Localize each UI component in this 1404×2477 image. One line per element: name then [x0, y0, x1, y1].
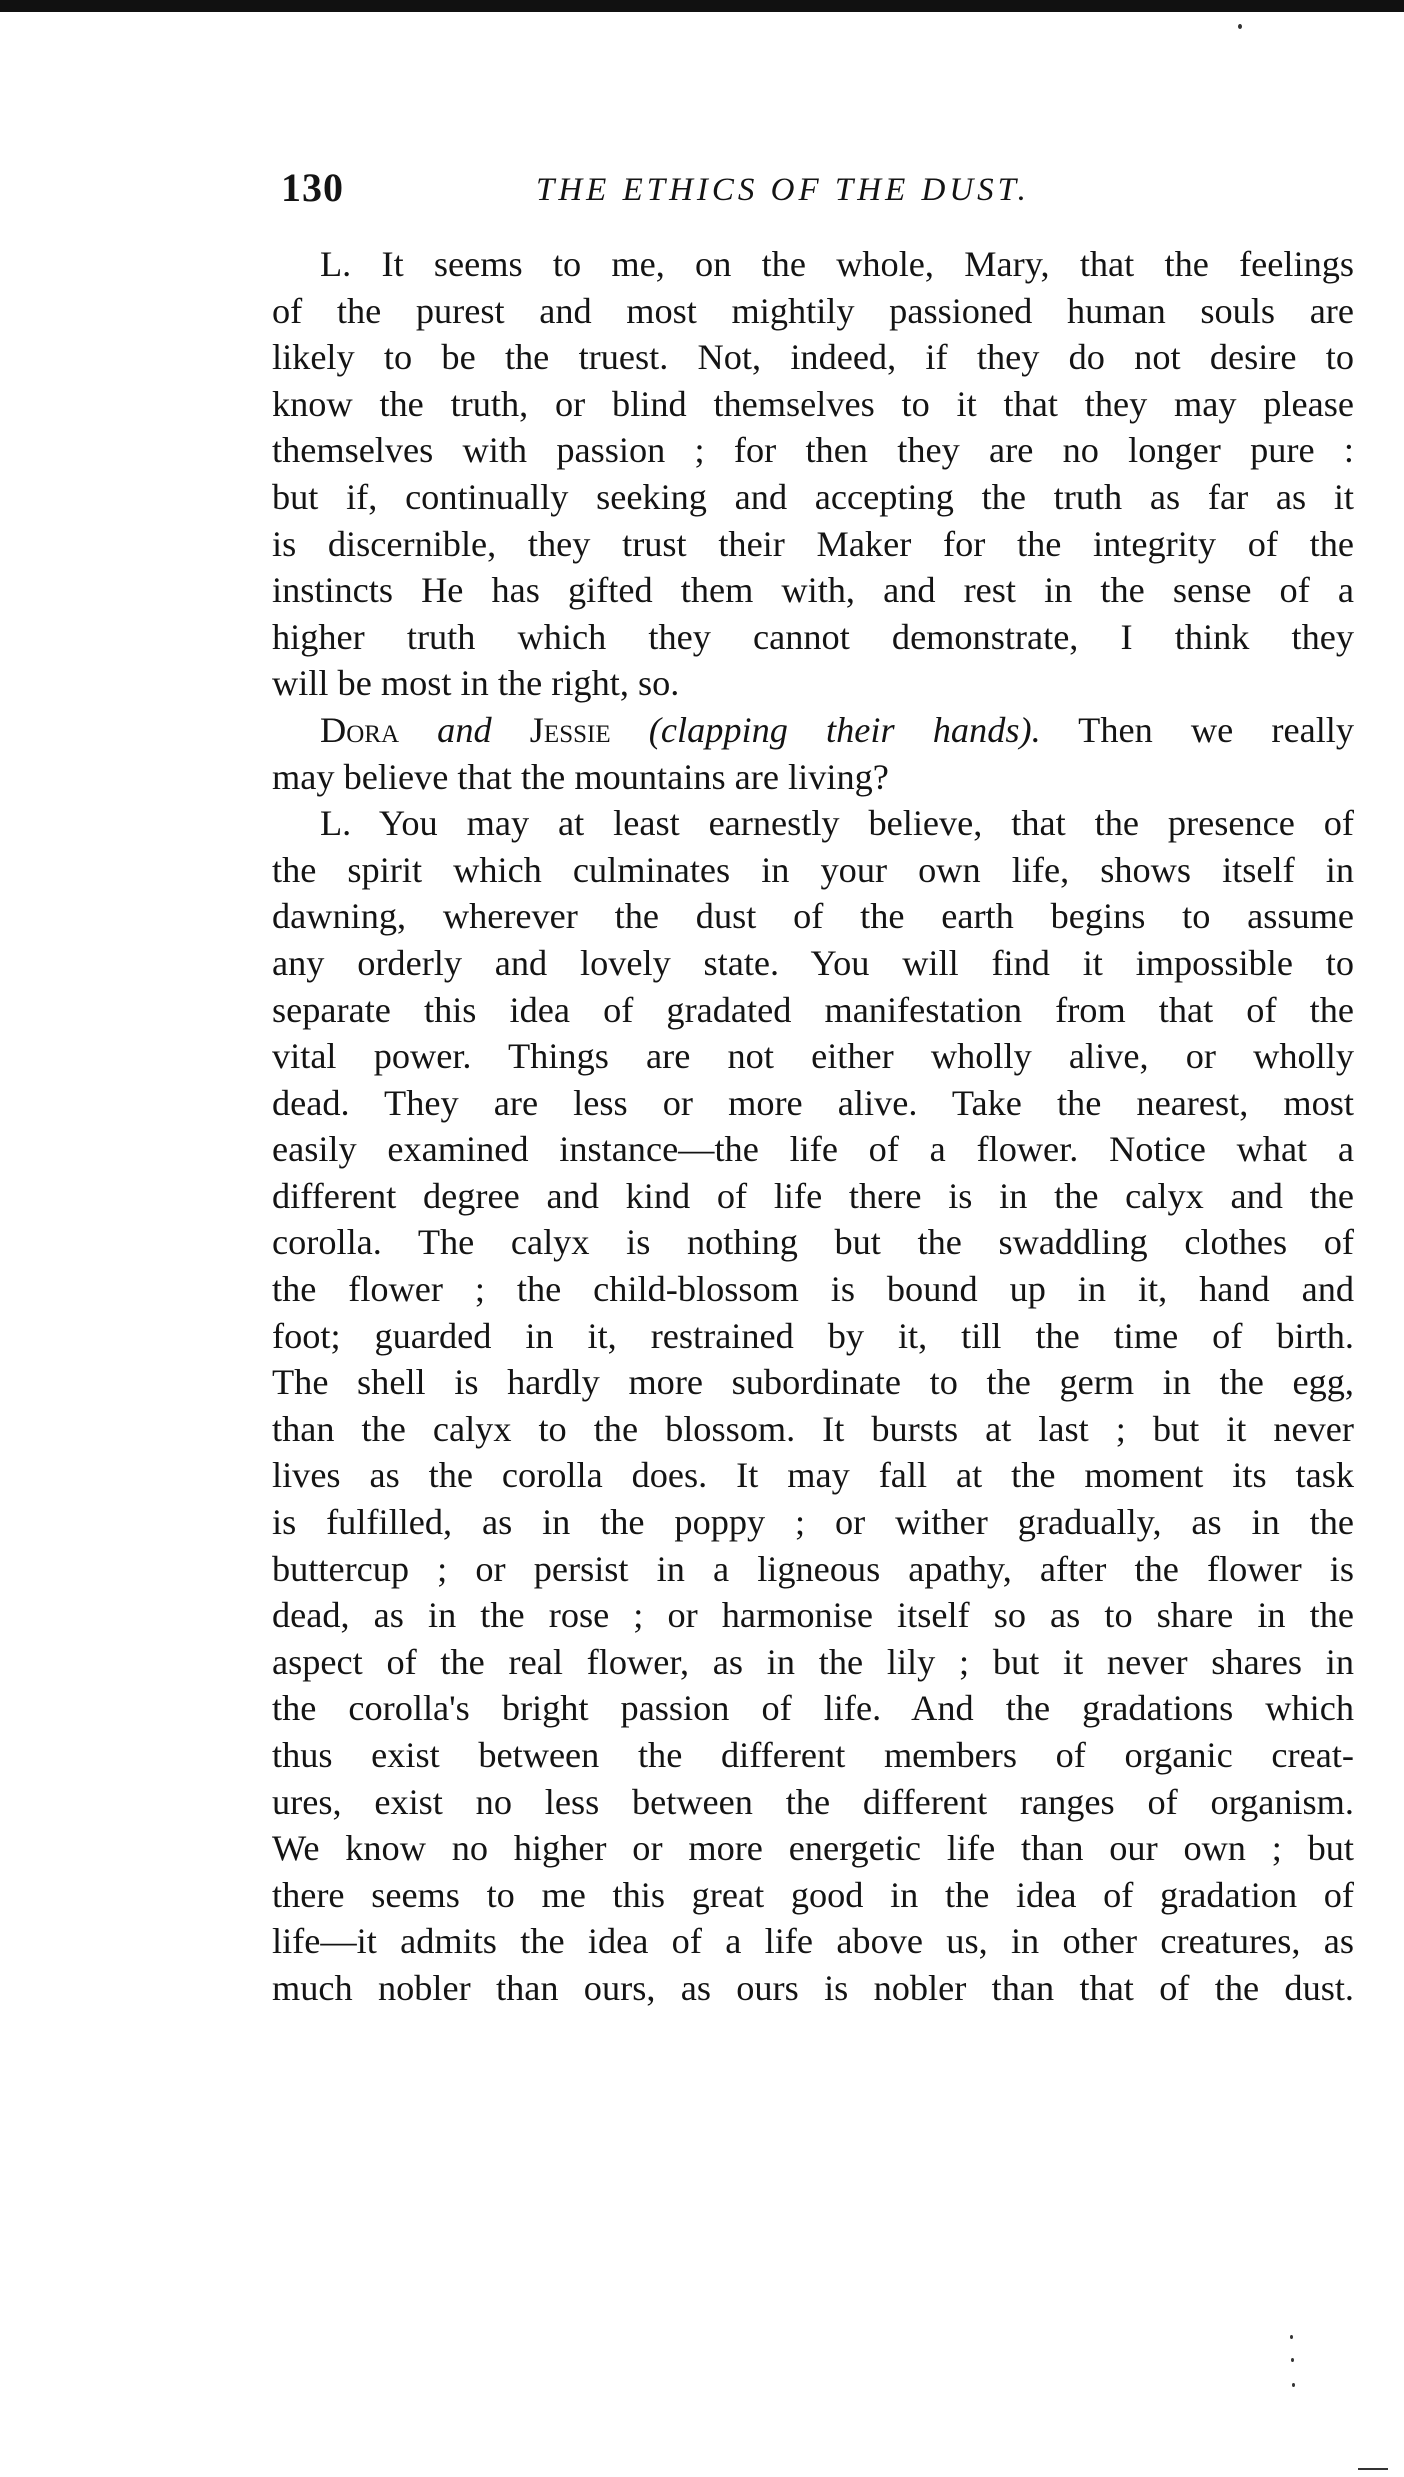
text-line: any orderly and lovely state. You will find it impossible to — [272, 942, 1354, 983]
text-line: instincts He has gifted them with, and rest in the sense of a — [272, 570, 1354, 611]
text-line: life—it admits the idea of a life above us, in other creatures, as — [272, 1921, 1354, 1962]
text-line: L. You may at least earnestly believe, that the presence of — [320, 803, 1354, 844]
dialogue-line — [272, 707, 1354, 754]
text-line: dead. They are less or more alive. Take the nearest, most — [272, 1082, 1354, 1123]
text-line: themselves with passion ; for then they are no longer pure : — [272, 430, 1354, 471]
text-line: is fulfilled, as in the poppy ; or wither gradually, as in the — [272, 1502, 1354, 1543]
text-line: likely to be the truest. Not, indeed, if they do not desire to — [272, 337, 1354, 378]
page-number: 130 — [281, 165, 344, 210]
text-line: the flower ; the child-blossom is bound up in it, hand and — [272, 1269, 1354, 1310]
text-line: lives as the corolla does. It may fall at the moment its task — [272, 1455, 1354, 1496]
text-line: of the purest and most mightily passioned human souls are — [272, 290, 1354, 331]
scan-speck — [1291, 2358, 1294, 2362]
scan-speck — [1290, 2335, 1293, 2339]
speaker-name: Jessie — [529, 709, 611, 750]
speaker-name: Dora — [320, 709, 399, 750]
text-line: The shell is hardly more subordinate to the germ in the egg, — [272, 1362, 1354, 1403]
top-scan-border — [0, 0, 1404, 12]
text-line: know the truth, or blind themselves to it that they may please — [272, 383, 1354, 424]
text-line: L. It seems to me, on the whole, Mary, that the feelings — [320, 244, 1354, 284]
text-line: ures, exist no less between the different ranges of organism. — [272, 1781, 1354, 1822]
body-text — [272, 241, 1354, 2012]
text-line: is discernible, they trust their Maker for the integrity of the — [272, 523, 1354, 564]
text-line: buttercup ; or persist in a ligneous apathy, after the flower is — [272, 1548, 1354, 1589]
text-line: corolla. The calyx is nothing but the swaddling clothes of — [272, 1222, 1354, 1263]
scan-speck — [1238, 24, 1242, 29]
text-line: vital power. Things are not either wholly alive, or wholly — [272, 1036, 1354, 1077]
text-line: much nobler than ours, as ours is nobler than that of the dust. — [272, 1967, 1354, 2008]
text-line: foot; guarded in it, restrained by it, till the time of birth. — [272, 1315, 1354, 1356]
text-line: separate this idea of gradated manifestation from that of the — [272, 989, 1354, 1030]
text-line: easily examined instance—the life of a flower. Notice what a — [272, 1129, 1354, 1170]
text-line: but if, continually seeking and accepting the truth as far as it — [272, 476, 1354, 517]
text-line: We know no higher or more energetic life than our own ; but — [272, 1828, 1354, 1869]
text-line: may believe that the mountains are living? — [272, 756, 889, 797]
scan-speck — [1358, 2468, 1388, 2470]
text-line: dawning, wherever the dust of the earth begins to assume — [272, 896, 1354, 937]
speech-text: Then we really — [1078, 709, 1355, 750]
text-line: will be most in the right, so. — [272, 663, 680, 704]
text-line: different degree and kind of life there is in the calyx and the — [272, 1175, 1354, 1216]
text-line: aspect of the real flower, as in the lily ; but it never shares in — [272, 1641, 1354, 1682]
conjunction: and — [437, 709, 492, 750]
running-title: THE ETHICS OF THE DUST. — [536, 172, 1030, 208]
text-line: than the calyx to the blossom. It bursts at last ; but it never — [272, 1408, 1354, 1449]
text-line: dead, as in the rose ; or harmonise itself so as to share in the — [272, 1595, 1354, 1636]
scan-speck — [1292, 2383, 1295, 2387]
text-line: higher truth which they cannot demonstrate, I think they — [272, 616, 1354, 657]
text-line: there seems to me this great good in the idea of gradation of — [272, 1874, 1354, 1915]
stage-direction: (clapping their hands). — [648, 709, 1041, 750]
text-line: thus exist between the different members of organic creat- — [272, 1735, 1354, 1775]
text-line: the spirit which culminates in your own life, shows itself in — [272, 849, 1354, 890]
page-header — [281, 164, 1101, 224]
text-line: the corolla's bright passion of life. And the gradations which — [272, 1688, 1354, 1729]
